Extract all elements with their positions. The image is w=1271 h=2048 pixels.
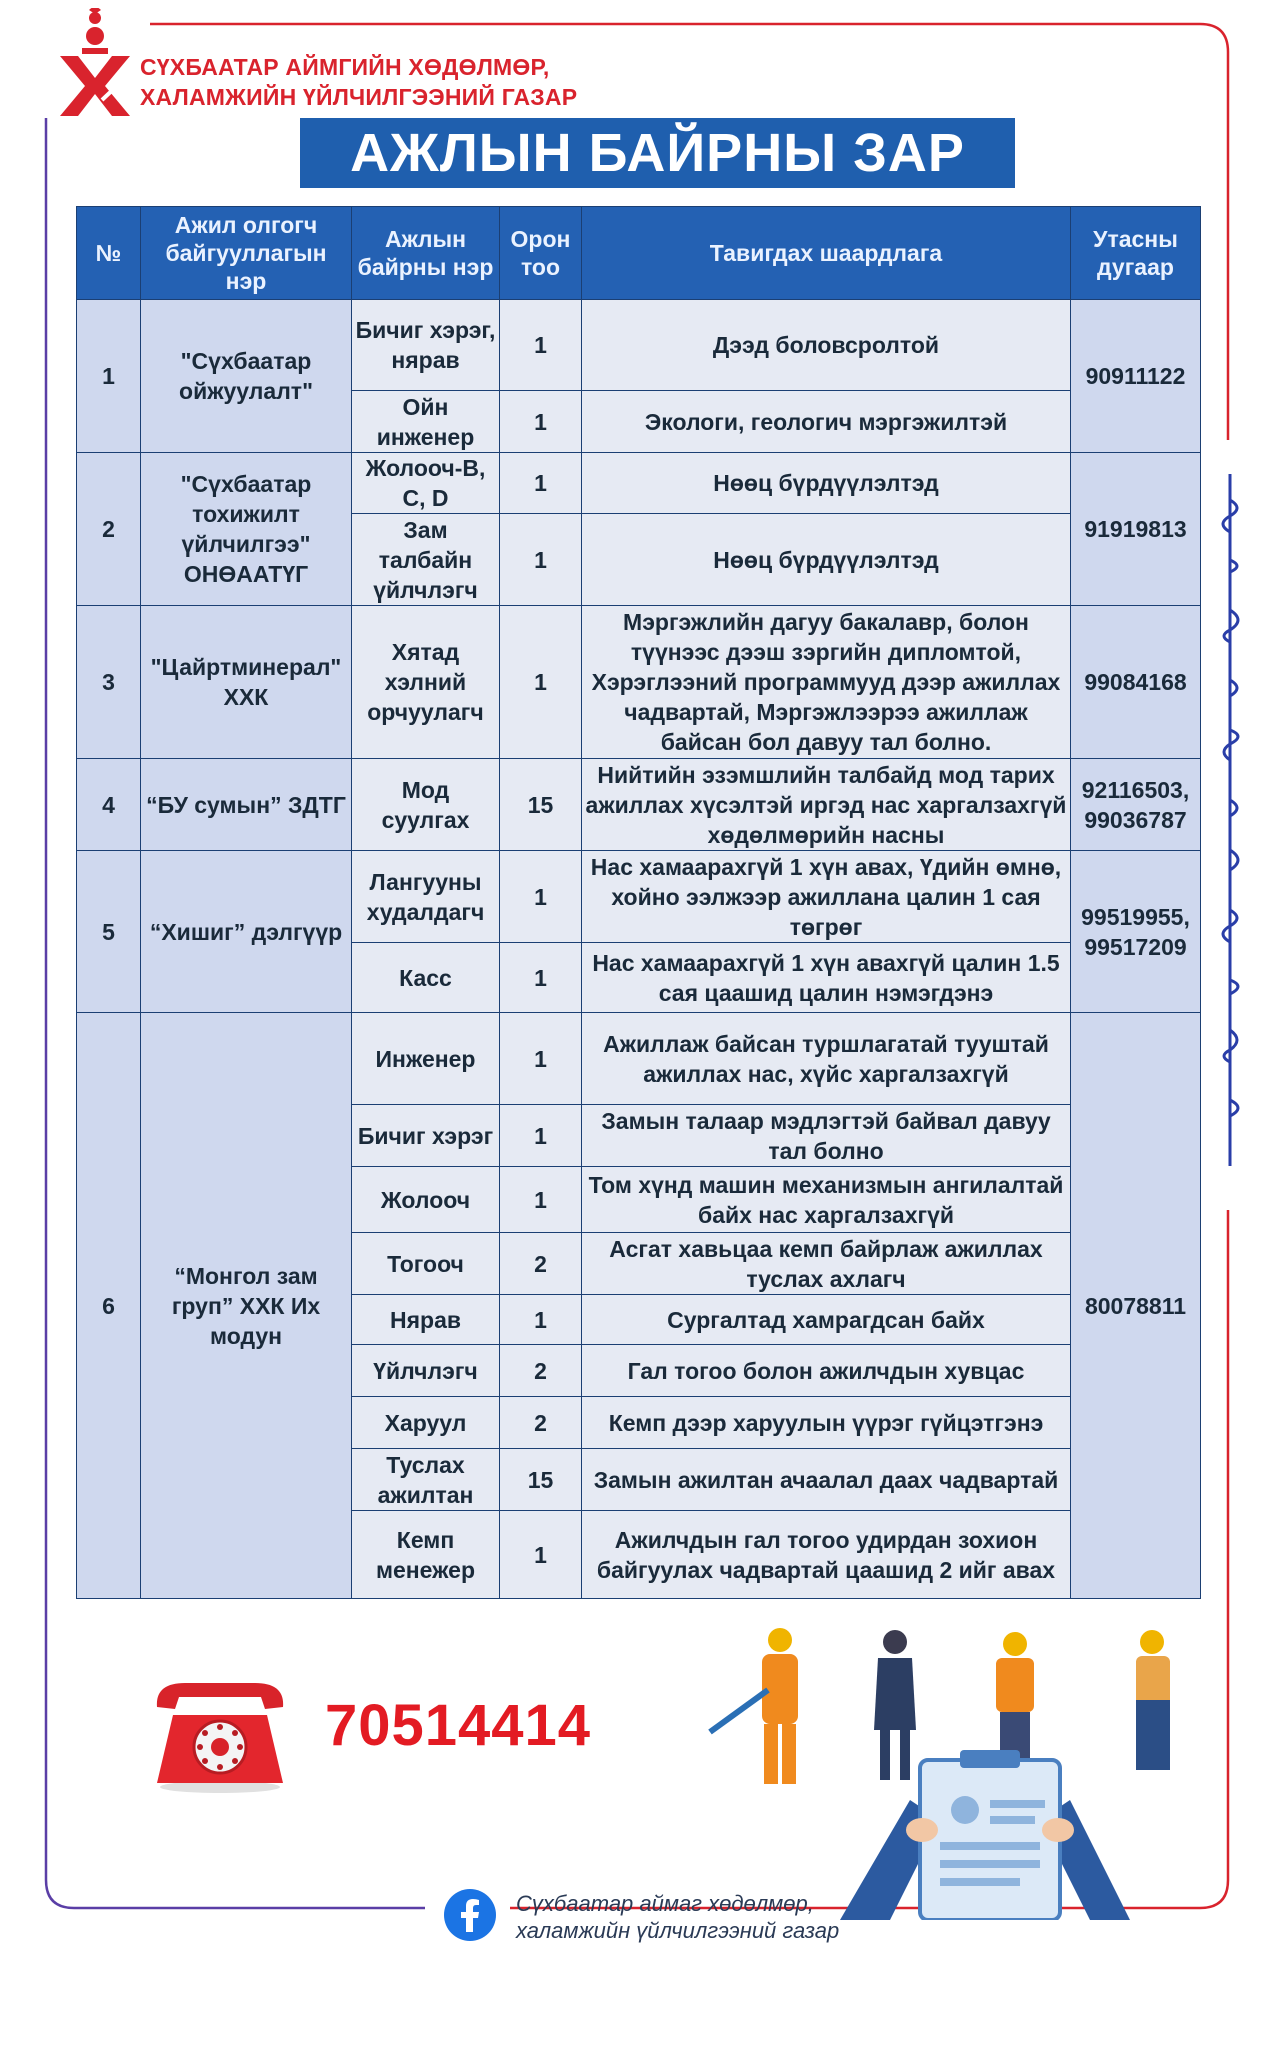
requirements: Ажиллаж байсан туршлагатай тууштай ажиллах нас, хүйс харгалзахгүй xyxy=(582,1013,1071,1105)
table-row xyxy=(77,1013,1201,1105)
position-count: 15 xyxy=(500,1449,582,1511)
requirements: Экологи, геологич мэргэжилтэй xyxy=(582,391,1071,453)
facebook-text-line1: Сүхбаатар аймаг хөдөлмөр, xyxy=(516,1891,814,1916)
position-name: Үйлчлэгч xyxy=(352,1345,500,1397)
position-name: Нярав xyxy=(352,1295,500,1345)
header-count: Орон тоо xyxy=(500,207,582,300)
requirements: Мэргэжлийн дагуу бакалавр, болон түүнээс дээш зэргийн дипломтой, Хэрэглээний программууд дээр ажиллах чадвартай, Мэргэжлээрээ ажиллаж байсан бол давуу тал болно. xyxy=(582,606,1071,759)
requirements: Замын талаар мэдлэгтэй байвал давуу тал болно xyxy=(582,1105,1071,1167)
position-name: Инженер xyxy=(352,1013,500,1105)
position-name: Мод суулгах xyxy=(352,759,500,851)
table-row xyxy=(77,606,1201,759)
position-count: 1 xyxy=(500,300,582,391)
table-row xyxy=(77,851,1201,943)
position-count: 1 xyxy=(500,1167,582,1233)
position-name: Хятад хэлний орчуулагч xyxy=(352,606,500,759)
phone-number: 91919813 xyxy=(1071,453,1201,606)
row-number: 2 xyxy=(77,453,141,606)
requirements: Нас хамаарахгүй 1 хүн авах, Үдийн өмнө, хойно ээлжээр ажиллана цалин 1 сая төгрөг xyxy=(582,851,1071,943)
requirements: Том хүнд машин механизмын ангилалтай байх нас харгалзахгүй xyxy=(582,1167,1071,1233)
header-requirements: Тавигдах шаардлага xyxy=(582,207,1071,300)
requirements: Дээд боловсролтой xyxy=(582,300,1071,391)
requirements: Гал тогоо болон ажилчдын хувцас xyxy=(582,1345,1071,1397)
position-count: 1 xyxy=(500,943,582,1013)
position-name: Тогооч xyxy=(352,1233,500,1295)
employer-name: “Хишиг” дэлгүүр xyxy=(141,851,352,1013)
position-name: Бичиг хэрэг, нярав xyxy=(352,300,500,391)
phone-number: 99084168 xyxy=(1071,606,1201,759)
position-count: 1 xyxy=(500,1105,582,1167)
workers-illustration-icon xyxy=(690,1620,1210,1920)
page-title: АЖЛЫН БАЙРНЫ ЗАР xyxy=(300,118,1015,188)
header-position: Ажлын байрны нэр xyxy=(352,207,500,300)
position-count: 2 xyxy=(500,1233,582,1295)
requirements: Асгат хавьцаа кемп байрлаж ажиллах туслах ахлагч xyxy=(582,1233,1071,1295)
requirements: Нийтийн эзэмшлийн талбайд мод тарих ажиллах хүсэлтэй иргэд нас харгалзахгүй хөдөлмөрийн насны xyxy=(582,759,1071,851)
position-name: Касс xyxy=(352,943,500,1013)
contact-phone-number: 70514414 xyxy=(325,1693,592,1758)
row-number: 6 xyxy=(77,1013,141,1599)
table-row xyxy=(77,759,1201,851)
position-name: Ойн инженер xyxy=(352,391,500,453)
position-name: Зам талбайн үйлчлэгч xyxy=(352,514,500,606)
employer-name: "Сүхбаатар тохижилт үйлчилгээ" ОНӨААТҮГ xyxy=(141,453,352,606)
facebook-icon xyxy=(443,1888,497,1942)
position-count: 1 xyxy=(500,1295,582,1345)
position-count: 2 xyxy=(500,1397,582,1449)
position-count: 1 xyxy=(500,391,582,453)
position-count: 1 xyxy=(500,514,582,606)
position-count: 1 xyxy=(500,453,582,514)
phone-number: 92116503, 99036787 xyxy=(1071,759,1201,851)
facebook-text-line2: халамжийн үйлчилгээний газар xyxy=(516,1918,840,1943)
position-name: Жолооч-В, C, D xyxy=(352,453,500,514)
position-name: Туслах ажилтан xyxy=(352,1449,500,1511)
row-number: 3 xyxy=(77,606,141,759)
requirements: Сургалтад хамрагдсан байх xyxy=(582,1295,1071,1345)
position-count: 1 xyxy=(500,1511,582,1599)
requirements: Нөөц бүрдүүлэлтэд xyxy=(582,453,1071,514)
row-number: 5 xyxy=(77,851,141,1013)
job-listings-table xyxy=(76,206,1201,1599)
table-header-row xyxy=(77,207,1201,300)
mongolian-soyombo-logo-icon xyxy=(50,8,140,118)
employer-name: "Цайртминерал" ХХК xyxy=(141,606,352,759)
position-count: 1 xyxy=(500,1013,582,1105)
row-number: 1 xyxy=(77,300,141,453)
position-name: Кемп менежер xyxy=(352,1511,500,1599)
requirements: Нас хамаарахгүй 1 хүн авахгүй цалин 1.5 сая цаашид цалин нэмэгдэнэ xyxy=(582,943,1071,1013)
requirements: Кемп дээр харуулын үүрэг гүйцэтгэнэ xyxy=(582,1397,1071,1449)
telephone-icon xyxy=(145,1675,295,1795)
phone-number: 99519955, 99517209 xyxy=(1071,851,1201,1013)
facebook-page-name[interactable] xyxy=(516,1890,839,1944)
position-count: 1 xyxy=(500,851,582,943)
phone-number: 80078811 xyxy=(1071,1013,1201,1599)
requirements: Замын ажилтан ачаалал даах чадвартай xyxy=(582,1449,1071,1511)
header-no: № xyxy=(77,207,141,300)
employer-name: “Монгол зам груп” ХХК Их модун xyxy=(141,1013,352,1599)
table-row xyxy=(77,453,1201,514)
header-phone: Утасны дугаар xyxy=(1071,207,1201,300)
employer-name: “БУ сумын” ЗДТГ xyxy=(141,759,352,851)
vertical-mongolian-script-icon xyxy=(1208,470,1252,1170)
row-number: 4 xyxy=(77,759,141,851)
requirements: Нөөц бүрдүүлэлтэд xyxy=(582,514,1071,606)
position-name: Жолооч xyxy=(352,1167,500,1233)
position-name: Бичиг хэрэг xyxy=(352,1105,500,1167)
position-name: Харуул xyxy=(352,1397,500,1449)
position-count: 1 xyxy=(500,606,582,759)
requirements: Ажилчдын гал тогоо удирдан зохион байгуулах чадвартай цаашид 2 ийг авах xyxy=(582,1511,1071,1599)
header-org: Ажил олгогч байгууллагын нэр xyxy=(141,207,352,300)
org-name-line1: СҮХБААТАР АЙМГИЙН ХӨДӨЛМӨР, xyxy=(140,54,550,80)
phone-number: 90911122 xyxy=(1071,300,1201,453)
position-name: Лангууны худалдагч xyxy=(352,851,500,943)
position-count: 2 xyxy=(500,1345,582,1397)
organization-name xyxy=(140,52,577,112)
position-count: 15 xyxy=(500,759,582,851)
org-name-line2: ХАЛАМЖИЙН ҮЙЛЧИЛГЭЭНИЙ ГАЗАР xyxy=(140,84,578,110)
employer-name: "Сүхбаатар ойжуулалт" xyxy=(141,300,352,453)
table-row xyxy=(77,300,1201,391)
